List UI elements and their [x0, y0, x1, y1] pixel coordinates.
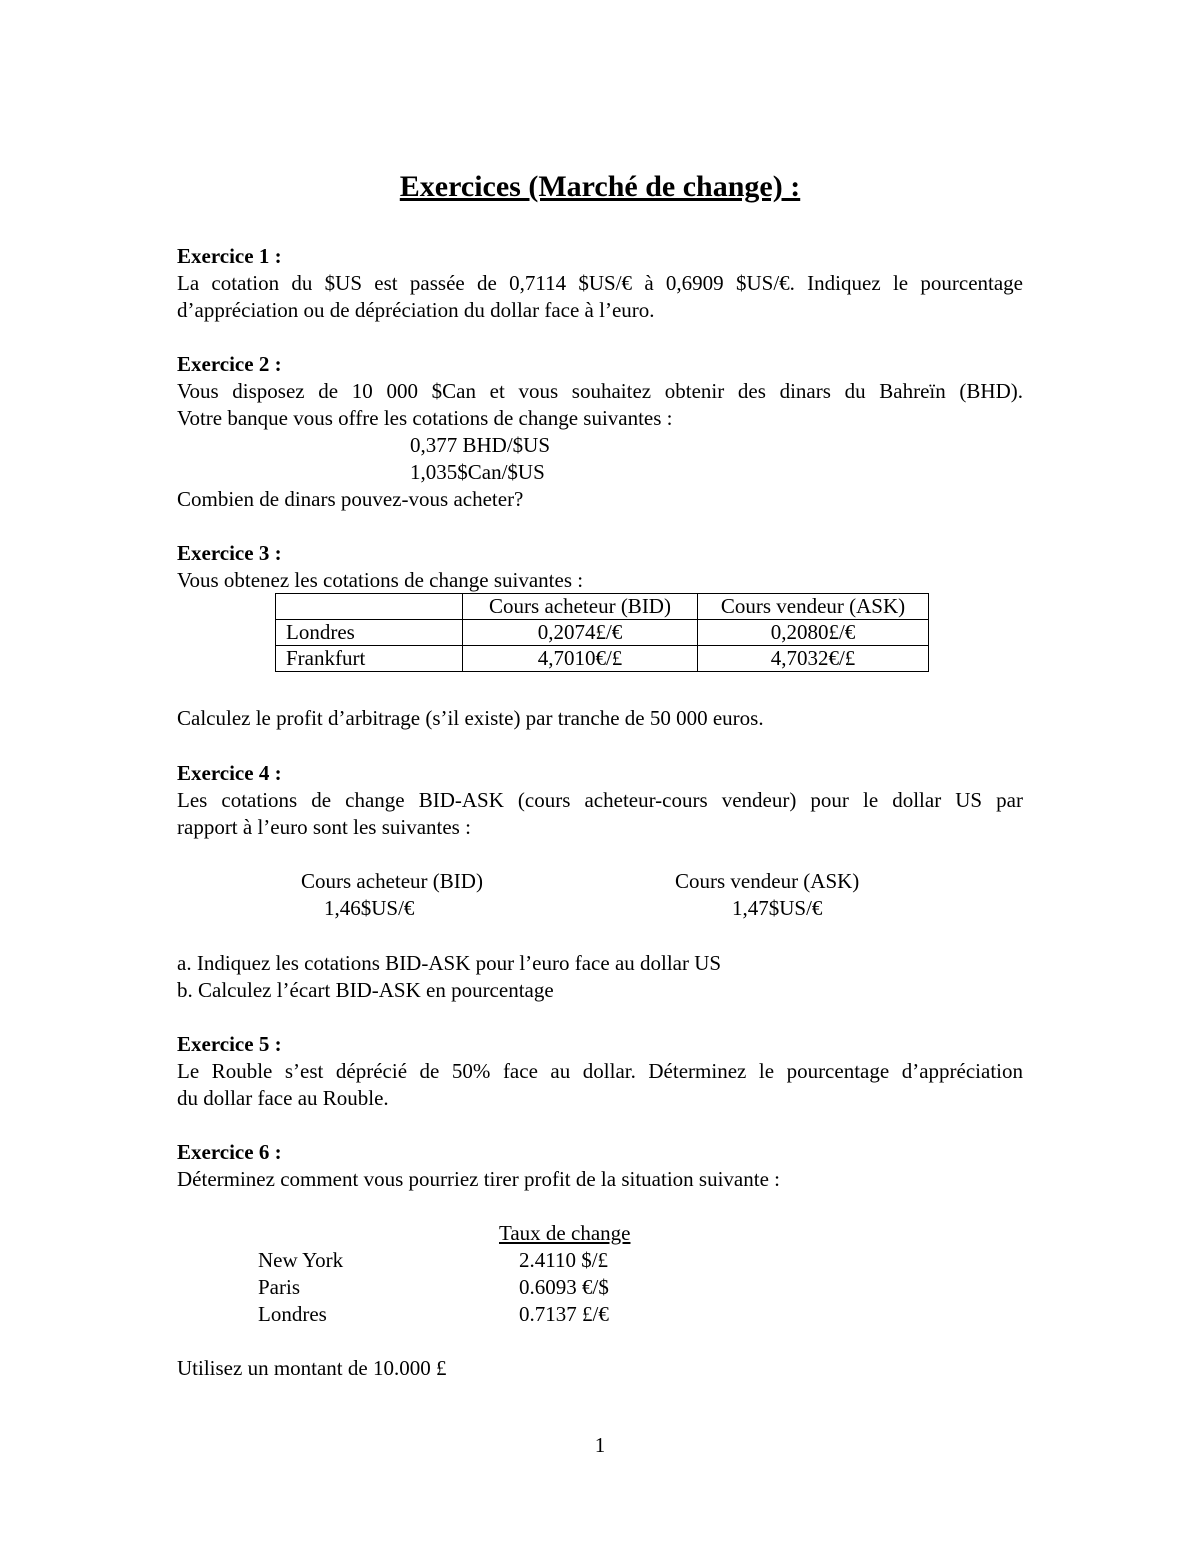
exercise-6-heading: Exercice 6 :: [177, 1140, 282, 1164]
exercise-2-rate-2: 1,035$Can/$US: [410, 460, 545, 484]
exercise-2-text-line-1: Vous disposez de 10 000 $Can et vous souhaitez obtenir des dinars du Bahreïn (BHD).: [177, 379, 1023, 403]
page-title: Exercices (Marché de change) :: [399, 170, 801, 203]
page-number: 1: [594, 1433, 606, 1457]
table-row: [276, 620, 929, 646]
city-paris: Paris: [258, 1275, 300, 1299]
exercise-4-heading: Exercice 4 :: [177, 761, 282, 785]
exercise-2-rate-1: 0,377 BHD/$US: [410, 433, 551, 457]
exercise-3-heading: Exercice 3 :: [177, 541, 282, 565]
city-londres: Londres: [258, 1302, 327, 1326]
exercise-2-text-line-2: Votre banque vous offre les cotations de change suivantes :: [177, 406, 673, 430]
table-header-cell: [276, 594, 463, 620]
rate-new-york: 2.4110 $/£: [519, 1248, 609, 1272]
exercise-1-heading: Exercice 1 :: [177, 244, 282, 268]
exercise-3-question: Calculez le profit d’arbitrage (s’il existe) par tranche de 50 000 euros.: [177, 706, 764, 730]
exercise-4-text-line-1: Les cotations de change BID-ASK (cours acheteur-cours vendeur) pour le dollar US par: [177, 788, 1023, 812]
table-cell: 4,7010€/£: [463, 646, 698, 672]
exercise-6-amount: Utilisez un montant de 10.000 £: [177, 1356, 447, 1380]
exercise-6-intro: Déterminez comment vous pourriez tirer profit de la situation suivante :: [177, 1167, 780, 1191]
city-new-york: New York: [258, 1248, 344, 1272]
table-row: [276, 646, 929, 672]
exercise-2-heading: Exercice 2 :: [177, 352, 282, 376]
exercise-4-question-a: a. Indiquez les cotations BID-ASK pour l’euro face au dollar US: [177, 951, 722, 975]
rate-paris: 0.6093 €/$: [519, 1275, 609, 1299]
exercise-4-text-line-2: rapport à l’euro sont les suivantes :: [177, 815, 471, 839]
table-header-cell: Cours vendeur (ASK): [698, 594, 929, 620]
exchange-rate-header: Taux de change: [499, 1221, 631, 1245]
exercise-5-heading: Exercice 5 :: [177, 1032, 282, 1056]
quotation-table: [275, 593, 929, 672]
table-header-cell: Cours acheteur (BID): [463, 594, 698, 620]
bid-value: 1,46$US/€: [324, 896, 415, 920]
exercise-1-text-line-1: La cotation du $US est passée de 0,7114 $US/€ à 0,6909 $US/€. Indiquez le pourcentage: [177, 271, 1023, 295]
bid-label: Cours acheteur (BID): [301, 869, 483, 893]
table-header-row: [276, 594, 929, 620]
exercise-2-question: Combien de dinars pouvez-vous acheter?: [177, 487, 524, 511]
table-cell: 0,2074£/€: [463, 620, 698, 646]
table-cell: 4,7032€/£: [698, 646, 929, 672]
ask-value: 1,47$US/€: [732, 896, 823, 920]
table-cell: Londres: [276, 620, 463, 646]
table-cell: 0,2080£/€: [698, 620, 929, 646]
exercise-1-text-line-2: d’appréciation ou de dépréciation du dollar face à l’euro.: [177, 298, 655, 322]
rate-londres: 0.7137 £/€: [519, 1302, 609, 1326]
exercise-5-text-line-2: du dollar face au Rouble.: [177, 1086, 389, 1110]
exercise-4-question-b: b. Calculez l’écart BID-ASK en pourcentage: [177, 978, 554, 1002]
exercise-3-intro: Vous obtenez les cotations de change suivantes :: [177, 568, 584, 592]
exercise-5-text-line-1: Le Rouble s’est déprécié de 50% face au dollar. Déterminez le pourcentage d’appréciation: [177, 1059, 1023, 1083]
ask-label: Cours vendeur (ASK): [675, 869, 860, 893]
table-cell: Frankfurt: [276, 646, 463, 672]
